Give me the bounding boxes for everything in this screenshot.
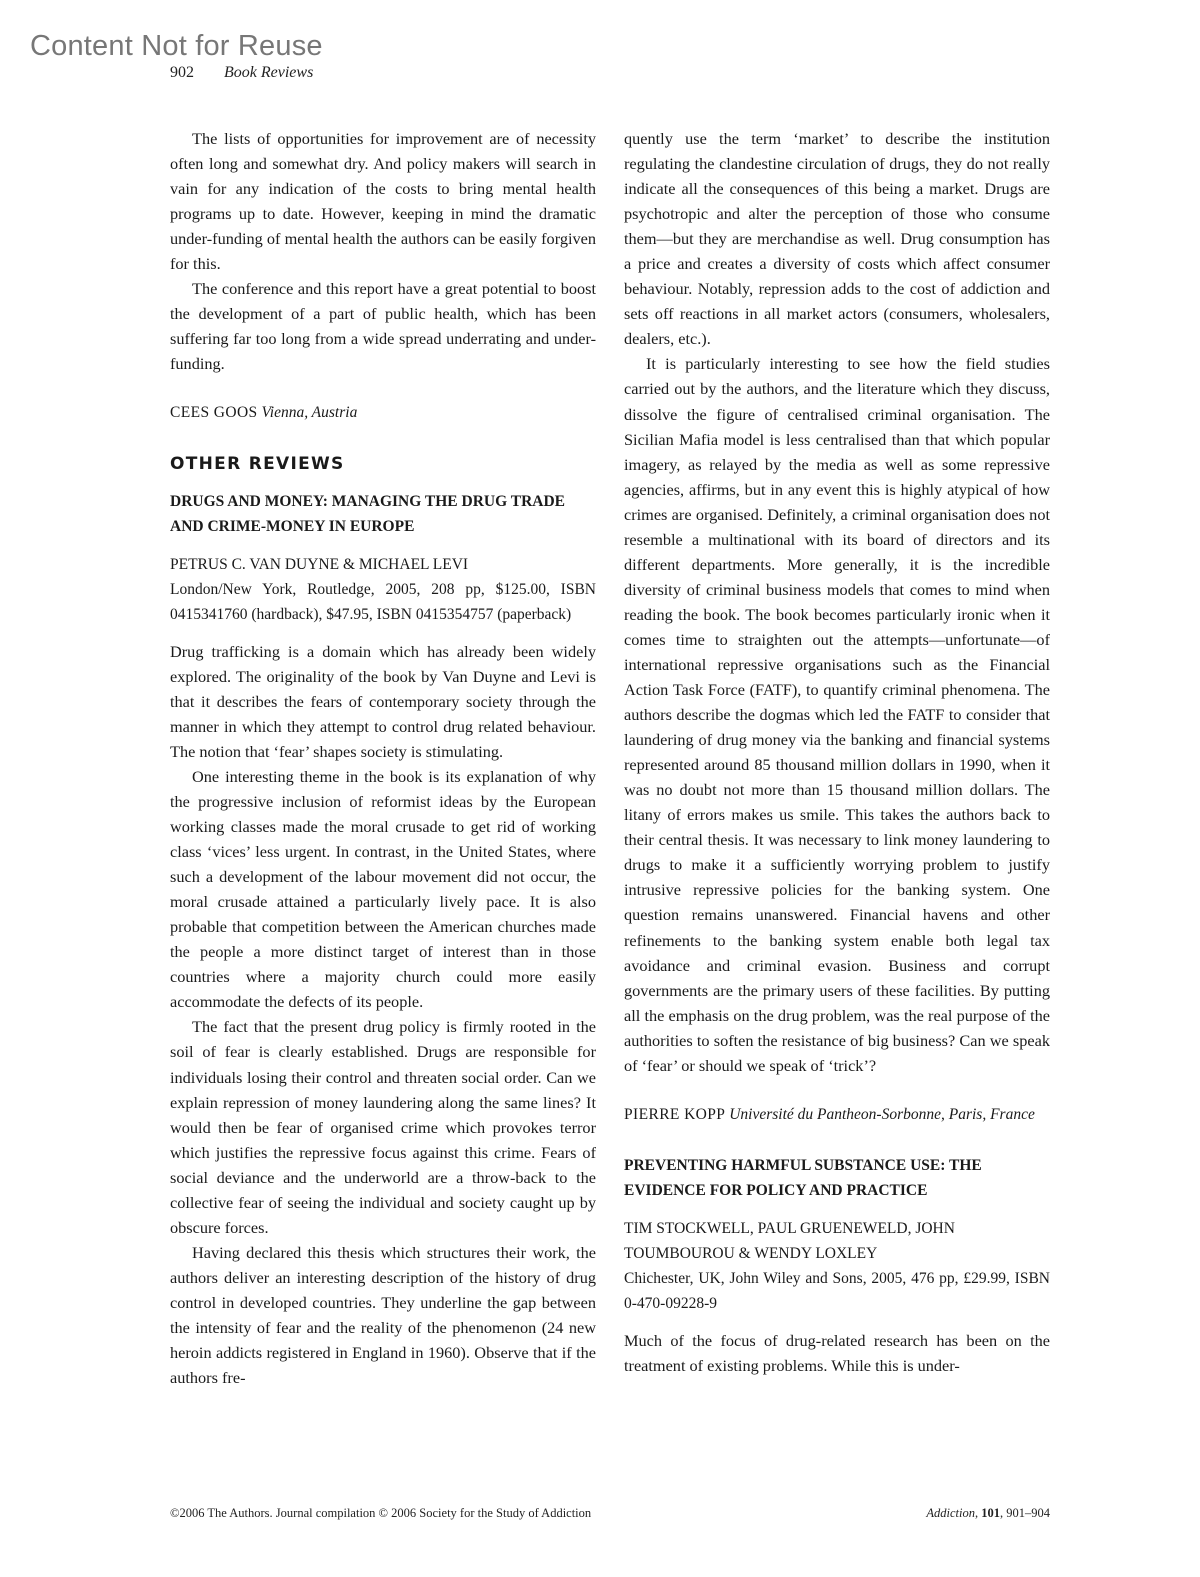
paragraph: Much of the focus of drug-related research has been on the treatment of existing problems. While this is under- — [624, 1331, 1050, 1376]
bibliographic-info: London/New York, Routledge, 2005, 208 pp, $125.00, ISBN 0415341760 (hardback), $47.95, ISBN 0415354757 (paperback) — [170, 580, 596, 623]
journal-citation: Addiction, 101, 901–904 — [926, 1506, 1050, 1520]
left-column — [170, 126, 596, 1476]
watermark: Content Not for Reuse — [30, 30, 323, 62]
paragraph: One interesting theme in the book is its explanation of why the progressive inclusion of reformist ideas by the European working classes made the moral crusade to get rid of working class ‘vices’ less urgent. In contrast, in the United States, where such a development of the labour movement did not occur, the moral crusade attained a particularly lively pace. It is also probable that competition between the American churches made the people a more distinct target of interest than in those countries where a majority church could more easily accommodate the defects of its people. — [170, 766, 596, 1012]
paragraph: quently use the term ‘market’ to describe the institution regulating the clandestine circulation of drugs, they do not really indicate all the consequences of this being a market. Drugs are psychotropic and alter the perception of those who consume them—but they are merchandise as well. Drug consumption has a price and creates a diversity of costs which affect consumer behaviour. Notably, repression adds to the cost of addiction and sets off reactions in all market actors (consumers, wholesalers, dealers, etc.). — [624, 129, 1050, 349]
running-head — [170, 64, 313, 82]
reviewer-name: PIERRE KOPP — [624, 1105, 726, 1123]
paragraph: The conference and this report have a great potential to boost the development of a part of public health, which has been suffering far too long from a wide spread underrating and under-funding. — [170, 279, 596, 374]
paragraph: It is particularly interesting to see how the field studies carried out by the authors, and the literature which they discuss, dissolve the figure of centralised criminal organisation. The Sicilian Mafia model is less centralised than that which popular imagery, as relayed by the media as well as some repressive agencies, affirms, but in any event this is highly atypical of how crimes are organised. Definitely, a criminal organisation does not resemble a multinational with its board of directors and its different departments. More generally, it is the incredible diversity of criminal business models that comes to mind when reading the book. The book becomes particularly ironic when it comes time to straighten out the attempts—unfortunate—of international repressive organisations such as the Financial Action Task Force (FATF), to quantify criminal phenomena. The authors describe the dogmas which led the FATF to consider that laundering of drug money via the banking and financial systems represented around 85 thousand million dollars in 1990, when it was no doubt not more than 15 thousand million dollars. The litany of errors makes us smile. This takes the authors back to their central thesis. It was necessary to link money laundering to drugs to make it a sufficiently worrying problem to justify intrusive repressive policies for the banking system. One question remains unanswered. Financial havens and other refinements to the banking system enable both legal tax avoidance and criminal evasion. Business and corrupt governments are the primary users of these facilities. By putting all the emphasis on the drug problem, was the real purpose of the authorities to soften the resistance of big business? Can we speak of ‘fear’ or should we speak of ‘trick’? — [624, 354, 1050, 1075]
book-authors: TIM STOCKWELL, PAUL GRUENEWELD, JOHN TOUMBOUROU & WENDY LOXLEY — [624, 1219, 955, 1262]
reviewer-affiliation: Université du Pantheon-Sorbonne, Paris, France — [729, 1105, 1035, 1123]
journal-volume: 101 — [981, 1506, 1000, 1520]
paragraph: Drug trafficking is a domain which has already been widely explored. The originality of the book by Van Duyne and Levi is that it describes the fears of contemporary society through the manner in which they attempt to control drug related behaviour. The notion that ‘fear’ shapes society is stimulating. — [170, 641, 596, 761]
running-title: Book Reviews — [224, 64, 314, 81]
reviewer-name: CEES GOOS — [170, 404, 258, 422]
journal-name: Addiction — [926, 1506, 975, 1520]
reviewer-signature — [624, 1102, 1050, 1127]
book-authors: PETRUS C. VAN DUYNE & MICHAEL LEVI — [170, 555, 469, 573]
page-number: 902 — [170, 64, 194, 81]
page-footer — [170, 1506, 1050, 1521]
copyright-notice: ©2006 The Authors. Journal compilation © 2006 Society for the Study of Addiction — [170, 1506, 592, 1520]
journal-pages: , 901–904 — [1000, 1506, 1050, 1520]
right-column — [624, 126, 1050, 1476]
reviewer-affiliation: Vienna, Austria — [261, 404, 358, 422]
paragraph: Having declared this thesis which structures their work, the authors deliver an interesting description of the history of drug control in developed countries. They underline the gap between the intensity of fear and the reality of the phenomenon (24 new heroin addicts registered in England in 1960). Observe that if the authors fre- — [170, 1242, 596, 1388]
reviewer-signature — [170, 400, 596, 425]
bibliographic-info: Chichester, UK, John Wiley and Sons, 2005, 476 pp, £29.99, ISBN 0-470-09228-9 — [624, 1269, 1050, 1312]
paragraph: The lists of opportunities for improvement are of necessity often long and somewhat dry. And policy makers will search in vain for any indication of the costs to bring mental health programs up to date. However, keeping in mind the dramatic under-funding of mental health the authors can be easily forgiven for this. — [170, 129, 596, 274]
section-heading: OTHER REVIEWS — [170, 453, 345, 474]
paragraph: The fact that the present drug policy is firmly rooted in the soil of fear is clearly established. Drugs are responsible for individuals losing their control and threaten social order. Can we explain repression of money laundering along the same lines? It would then be fear of organised crime which provokes terror which justifies the repressive focus against this crime. Fears of social deviance and the underworld are a throw-back to the collective fear of seeing the individual and society caught up by obscure forces. — [170, 1017, 596, 1237]
review-title: DRUGS AND MONEY: MANAGING THE DRUG TRADE AND CRIME-MONEY IN EUROPE — [170, 492, 566, 535]
review-title: PREVENTING HARMFUL SUBSTANCE USE: THE EVIDENCE FOR POLICY AND PRACTICE — [624, 1156, 982, 1199]
